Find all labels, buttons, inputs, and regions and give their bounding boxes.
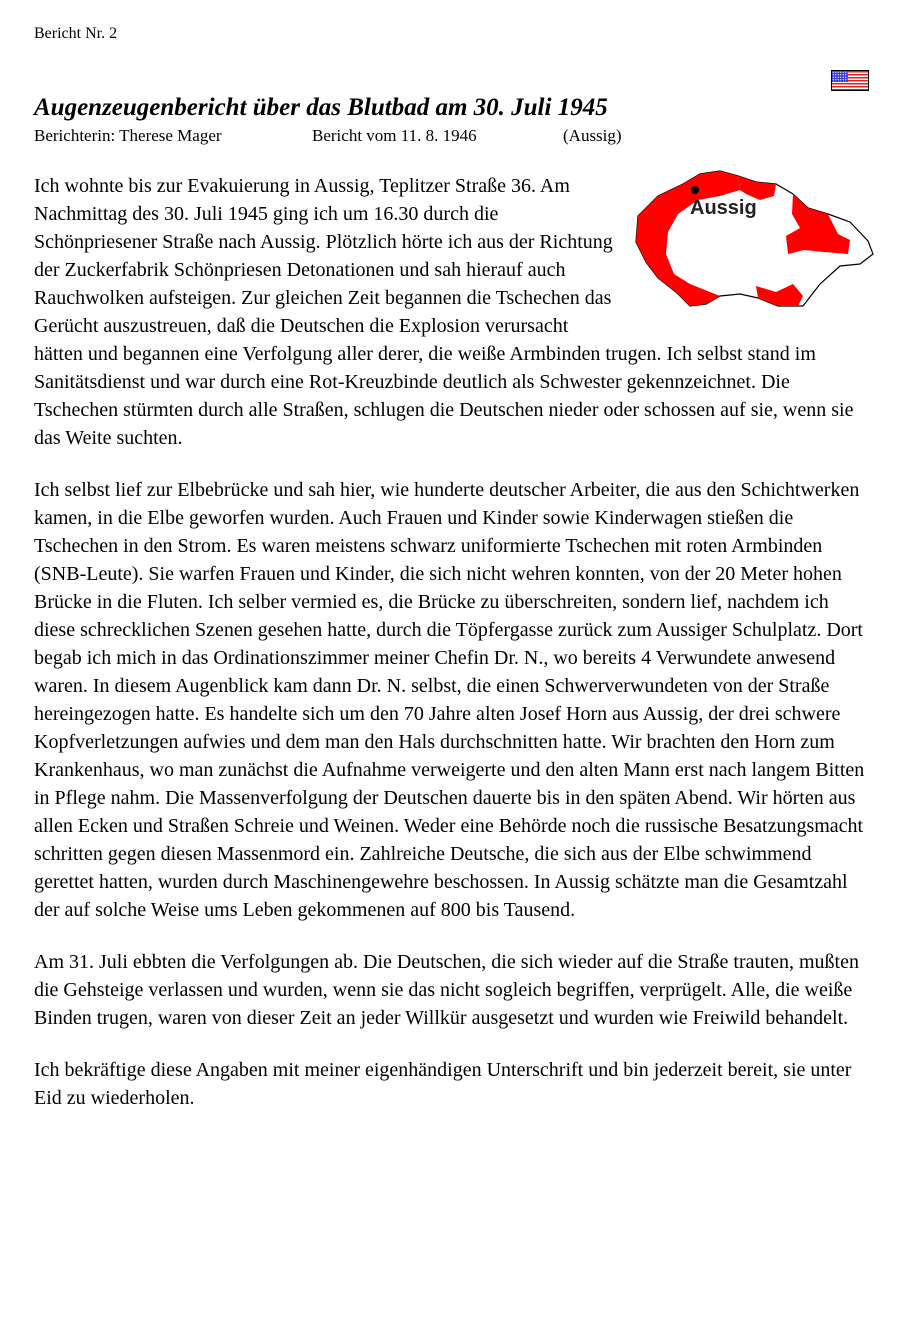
- paragraph: Ich wohnte bis zur Evakuierung in Aussig, Teplitzer Straße 36. Am Nachmittag des 30. Juli 1945 ging ich um 16.30 durch die Schönpriesener Straße nach Aussig. Plötzlich hörte ich aus der Richtung der Zuckerfabrik Schönpriesen Detonationen und sah hierauf auch Rauchwolken aufsteigen. Zur gleichen Zeit begannen die Tschechen das Gerücht auszustreuen, daß die Deutschen die Explosion verursacht hätten und begannen eine Verfolgung aller derer, die weiße Armbinden trugen. Ich selbst stand im Sanitätsdienst und war durch eine Rot-Kreuzbinde deutlich als Schwester gekennzeichnet. Die Tschechen stürmten durch alle Straßen, schlugen die Deutschen nieder oder schossen auf sie, wenn sie das Weite suchten.: [34, 175, 854, 449]
- report-number: Bericht Nr. 2: [34, 25, 118, 42]
- page-title: Augenzeugenbericht über das Blutbad am 30. Juli 1945: [34, 94, 608, 121]
- report-date: Bericht vom 11. 8. 1946: [312, 126, 477, 145]
- report-location: (Aussig): [563, 126, 622, 145]
- czechoslovakia-map: [628, 166, 878, 316]
- report-body: [34, 172, 874, 1136]
- reporter-name: Berichterin: Therese Mager: [34, 126, 222, 145]
- us-flag-icon[interactable]: [831, 70, 869, 91]
- paragraph: Ich selbst lief zur Elbebrücke und sah hier, wie hunderte deutscher Arbeiter, die aus den Schichtwerken kamen, in die Elbe geworfen wurden. Auch Frauen und Kinder sowie Kinderwagen stießen die Tschechen in den Strom. Es waren meistens schwarz uniformierte Tschechen mit roten Armbinden (SNB-Leute). Sie warfen Frauen und Kinder, die sich nicht wehren konnten, von der 20 Meter hohen Brücke in die Fluten. Ich selber vermied es, die Brücke zu überschreiten, sondern lief, nachdem ich diese schrecklichen Szenen gesehen hatte, durch die Töpfergasse zurück zum Aussiger Schulplatz. Dort begab ich mich in das Ordinationszimmer meiner Chefin Dr. N., wo bereits 4 Verwundete anwesend waren. In diesem Augenblick kam dann Dr. N. selbst, die einen Schwerverwundeten von der Straße hereingezogen hatte. Es handelte sich um den 70 Jahre alten Josef Horn aus Aussig, der drei schwere Kopfverletzungen aufwies und dem man den Hals durchschnitten hatte. Wir brachten den Horn zum Krankenhaus, wo man zunächst die Aufnahme verweigerte und den alten Mann erst nach langem Bitten in Pflege nahm. Die Massenverfolgung der Deutschen dauerte bis in den späten Abend. Wir hörten aus allen Ecken und Straßen Schreie und Weinen. Weder eine Behörde noch die russische Besatzungsmacht schritten gegen diesen Massenmord ein. Zahlreiche Deutsche, die sich aus der Elbe schwimmend gerettet hatten, wurden durch Maschinengewehre beschossen. In Aussig schätzte man die Gesamtzahl der auf solche Weise ums Leben gekommenen auf 800 bis Tausend.: [34, 479, 865, 921]
- flag-canton: [832, 71, 848, 82]
- map-label-aussig: Aussig: [690, 197, 757, 219]
- aussig-marker: [691, 186, 699, 194]
- paragraph: Ich bekräftige diese Angaben mit meiner eigenhändigen Unterschrift und bin jederzeit bereit, sie unter Eid zu wiederholen.: [34, 1059, 852, 1109]
- paragraph: Am 31. Juli ebbten die Verfolgungen ab. Die Deutschen, die sich wieder auf die Straße trauten, mußten die Gehsteige verlassen und wurden, wenn sie das nicht sogleich begriffen, verprügelt. Alle, die weiße Binden trugen, waren von dieser Zeit an jeder Willkür ausgesetzt und wurden wie Freiwild behandelt.: [34, 951, 859, 1029]
